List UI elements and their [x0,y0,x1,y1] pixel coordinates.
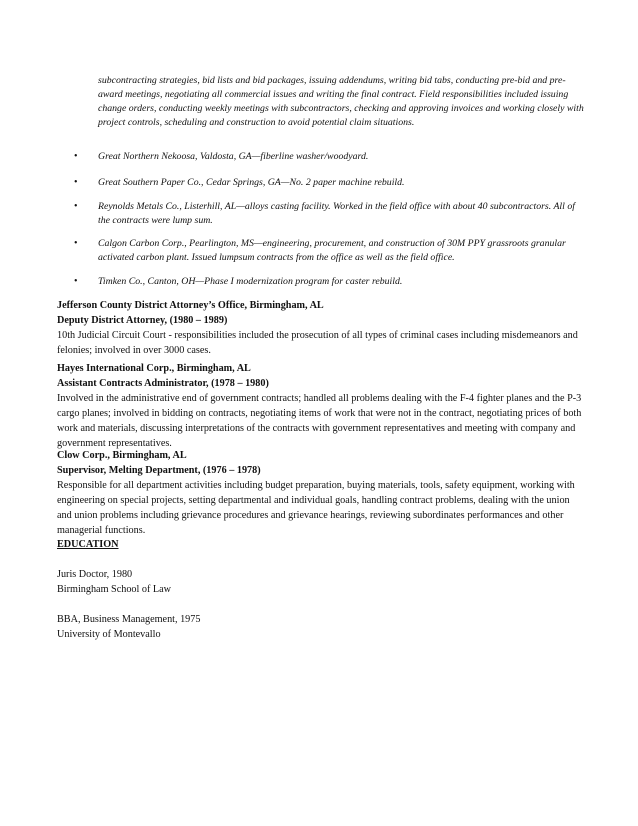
job-description: 10th Judicial Circuit Court - responsibilities included the prosecution of all types of criminal cases including misdemeanors and felonies; involved in over 3000 cases. [57,330,578,356]
list-item-text: Reynolds Metals Co., Listerhill, AL—alloys casting facility. Worked in the field office with about 40 subcontractors. All of the contracts were lump sum. [98,201,575,226]
job-entry [57,448,585,538]
job-title: Assistant Contracts Administrator, (1978 – 1980) [57,378,269,389]
bullet-icon: • [74,177,78,188]
education-section [57,537,585,642]
employer-name: Clow Corp., Birmingham, AL [57,450,187,461]
job-entry [57,361,585,451]
job-title: Deputy District Attorney, (1980 – 1989) [57,315,228,326]
school: University of Montevallo [57,629,161,640]
bullet-icon: • [74,151,78,162]
degree: BBA, Business Management, 1975 [57,614,201,625]
job-description: Responsible for all department activities including budget preparation, buying materials, tools, safety equipment, working with engineering on special projects, setting departmental and individual goals, handling contract problems, dealing with the union and union problems including grievance procedures and grievance hearings, reviewing subordinates performances and other managerial functions. [57,480,575,536]
list-item-text: Great Southern Paper Co., Cedar Springs, GA—No. 2 paper machine rebuild. [98,177,405,188]
intro-paragraph: subcontracting strategies, bid lists and bid packages, issuing addendums, writing bid tabs, conducting pre-bid and pre-award meetings, negotiating all commercial issues and writing the final contract. Field responsibilities included issuing change orders, conducting weekly meetings with subcontractors, checking and approving invoices and working closely with project controls, scheduling and construction to avoid potential claim situations. [98,75,584,128]
bullet-icon: • [74,201,78,212]
job-title: Supervisor, Melting Department, (1976 – 1978) [57,465,261,476]
list-item-text: Calgon Carbon Corp., Pearlington, MS—engineering, procurement, and construction of 30M PPY grassroots granular activated carbon plant. Issued lumpsum contracts from the office as well as the field office. [98,238,566,263]
employer-name: Hayes International Corp., Birmingham, AL [57,363,251,374]
employer-name: Jefferson County District Attorney’s Office, Birmingham, AL [57,300,324,311]
job-description: Involved in the administrative end of government contracts; handled all problems dealing with the F-4 fighter planes and the P-3 cargo planes; involved in bidding on contracts, negotiating items of work that were not in the contract, negotiating prices of both work and materials, discussing interpretations of the contracts with government representatives and meeting with company and government representatives. [57,393,582,449]
school: Birmingham School of Law [57,584,172,595]
section-heading: EDUCATION [57,539,119,550]
list-item-text: Great Northern Nekoosa, Valdosta, GA—fiberline washer/woodyard. [98,151,369,162]
bullet-icon: • [74,276,78,287]
list-item-text: Timken Co., Canton, OH—Phase I modernization program for caster rebuild. [98,276,403,287]
degree: Juris Doctor, 1980 [57,569,133,580]
bullet-icon: • [74,238,78,249]
job-entry [57,298,585,358]
